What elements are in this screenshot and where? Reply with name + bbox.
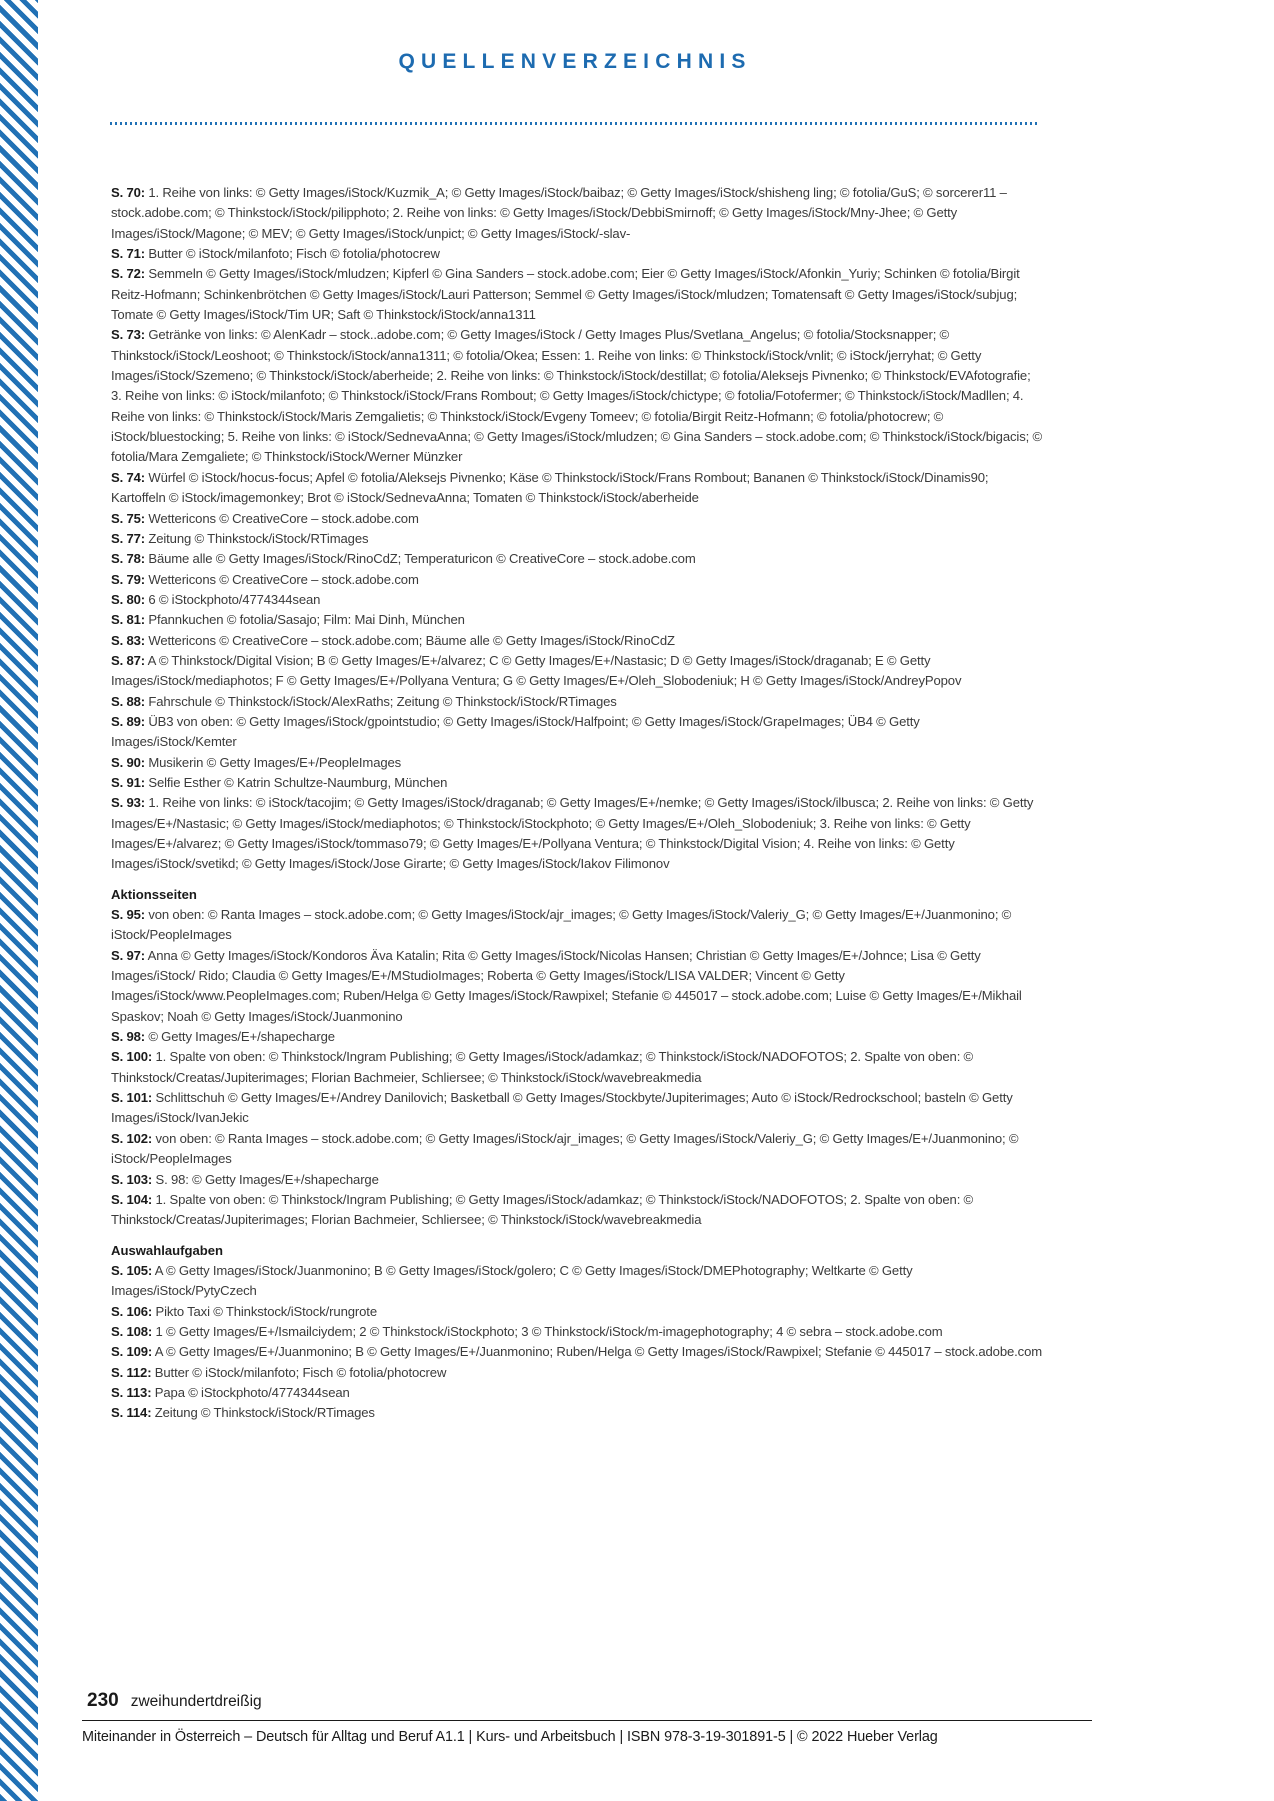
credit-label: S. 78: <box>111 551 146 567</box>
credit-text: 1. Spalte von oben: © Thinkstock/Ingram Publishing; © Getty Images/iStock/adamkaz; © Thinkstock/iStock/NADOFOTOS; 2. Spalte von oben: © Thinkstock/Creatas/Jupiterimages; Florian Bachmeier, Schliersee; © Thinkstock/iStock/wavebreakmedia <box>111 1049 974 1085</box>
credit-text: 6 © iStockphoto/4774344sean <box>145 591 321 607</box>
credit-text: Würfel © iStock/hocus-focus; Apfel © fotolia/Aleksejs Pivnenko; Käse © Thinkstock/iStock/Frans Rombout; Bananen © Thinkstock/iStock/Dinamis90; Kartoffeln © iStock/imagemonkey; Brot © iStock/SednevaAnna; Tomaten © Thinkstock/iStock/aberheide <box>111 469 989 506</box>
page-header <box>110 50 1040 74</box>
credit-entry <box>111 509 1043 529</box>
credit-label: S. 91: <box>111 774 146 790</box>
credit-text: Wettericons © CreativeCore – stock.adobe.com <box>145 571 419 587</box>
credit-entry <box>111 1383 1043 1403</box>
credit-entry <box>111 549 1043 569</box>
credit-label: S. 95: <box>111 907 146 923</box>
credit-label: S. 72: <box>111 266 146 282</box>
credit-label: S. 104: <box>111 1191 153 1207</box>
credit-text: 1. Reihe von links: © Getty Images/iStock/Kuzmik_A; © Getty Images/iStock/baibaz; © Getty Images/iStock/shisheng ling; © fotolia/GuS; © sorcerer11 – stock.adobe.com; © Thinkstock/iStock/pilipphoto; 2. Reihe von links: © Getty Images/iStock/DebbiSmirnoff; © Getty Images/iStock/Mny-Jhee; © Getty Images/iStock/Magone; © MEV; © Getty Images/iStock/unpict; © Getty Images/iStock/-slav- <box>111 185 1007 241</box>
credit-text: von oben: © Ranta Images – stock.adobe.com; © Getty Images/iStock/ajr_images; © Getty Images/iStock/Valeriy_G; © Getty Images/E+/Juanmonino; © iStock/PeopleImages <box>111 1130 1019 1167</box>
page-footer <box>82 1690 1092 1745</box>
credit-entry <box>111 325 1043 467</box>
credit-label: S. 93: <box>111 795 146 811</box>
credit-text: 1. Spalte von oben: © Thinkstock/Ingram Publishing; © Getty Images/iStock/adamkaz; © Thinkstock/iStock/NADOFOTOS; 2. Spalte von oben: © Thinkstock/Creatas/Jupiterimages; Florian Bachmeier, Schliersee; © Thinkstock/iStock/wavebreakmedia <box>111 1191 974 1228</box>
credit-entry <box>111 264 1043 325</box>
section-aktionsseiten <box>111 875 1043 1231</box>
credit-entry <box>111 1047 1043 1088</box>
credit-label: S. 79: <box>111 571 146 587</box>
credit-text: Anna © Getty Images/iStock/Kondoros Äva Katalin; Rita © Getty Images/iStock/Nicolas Hansen; Christian © Getty Images/E+/Johnce; Lisa © Getty Images/iStock/ Rido; Claudia © Getty Images/E+/MStudioImages; Roberta © Getty Images/iStock/LISA VALDER; Vincent © Getty Images/iStock/www.PeopleImages.com; Ruben/Helga © Getty Images/iStock/Rawpixel; Stefanie © 445017 – stock.adobe.com; Luise © Getty Images/E+/Mikhail Spaskov; Noah © Getty Images/iStock/Juanmonino <box>111 947 1022 1024</box>
credit-text: Butter © iStock/milanfoto; Fisch © fotolia/photocrew <box>145 246 440 262</box>
credits-list-main <box>111 183 1043 875</box>
credit-entry <box>111 651 1043 692</box>
credit-text: Semmeln © Getty Images/iStock/mludzen; Kipferl © Gina Sanders – stock.adobe.com; Eier © Getty Images/iStock/Afonkin_Yuriy; Schinken © fotolia/Birgit Reitz-Hofmann; Schinkenbrötchen © Getty Images/iStock/Lauri Patterson; Semmel © Getty Images/iStock/mludzen; Tomatensaft © Getty Images/iStock/subjug; Tomate © Getty Images/iStock/Tim UR; Saft © Thinkstock/iStock/anna1311 <box>111 266 1020 323</box>
footer-imprint: Miteinander in Österreich – Deutsch für Alltag und Beruf A1.1 | Kurs- und Arbeitsbuch | ISBN 978-3-19-301891-5 | © 2022 Hueber Verlag <box>82 1729 938 1745</box>
credit-entry <box>111 1190 1043 1231</box>
credit-entry <box>111 1403 1043 1423</box>
credit-label: S. 70: <box>111 185 146 200</box>
credit-text: Zeitung © Thinkstock/iStock/RTimages <box>151 1405 375 1421</box>
credit-entry <box>111 712 1043 753</box>
credit-entry <box>111 1342 1043 1362</box>
credit-label: S. 101: <box>111 1090 153 1106</box>
credit-label: S. 87: <box>111 652 146 668</box>
credit-text: Butter © iStock/milanfoto; Fisch © fotolia/photocrew <box>151 1364 447 1380</box>
credit-text: Schlittschuh © Getty Images/E+/Andrey Danilovich; Basketball © Getty Images/Stockbyte/Jupiterimages; Auto © iStock/Redrockschool; basteln © Getty Images/iStock/IvanJekic <box>111 1090 1013 1126</box>
credit-label: S. 83: <box>111 632 146 648</box>
credit-label: S. 75: <box>111 510 146 526</box>
credit-text: © Getty Images/E+/shapecharge <box>145 1029 335 1045</box>
credit-text: A © Getty Images/iStock/Juanmonino; B © Getty Images/iStock/golero; C © Getty Images/iStock/DMEPhotography; Weltkarte © Getty Images/iStock/PytyCzech <box>111 1262 913 1299</box>
credit-label: S. 80: <box>111 591 146 607</box>
page-title: QUELLENVERZEICHNIS <box>398 50 752 73</box>
credit-entry <box>111 529 1043 549</box>
section-auswahlaufgaben <box>111 1231 1043 1424</box>
credit-text: Bäume alle © Getty Images/iStock/RinoCdZ; Temperaturicon © CreativeCore – stock.adobe.com <box>145 551 696 567</box>
credit-text: Fahrschule © Thinkstock/iStock/AlexRaths; Zeitung © Thinkstock/iStock/RTimages <box>145 693 617 709</box>
credit-entry <box>111 1027 1043 1047</box>
credit-entry <box>111 590 1043 610</box>
credit-text: Wettericons © CreativeCore – stock.adobe.com <box>145 510 419 526</box>
credit-text: Papa © iStockphoto/4774344sean <box>151 1384 350 1400</box>
credit-label: S. 81: <box>111 612 146 628</box>
credit-entry <box>111 946 1043 1027</box>
credit-entry <box>111 244 1043 264</box>
credit-label: S. 89: <box>111 713 146 729</box>
credit-text: Musikerin © Getty Images/E+/PeopleImages <box>145 754 402 770</box>
credit-entry <box>111 183 1043 244</box>
credit-entry <box>111 631 1043 651</box>
section-heading: Auswahlaufgaben <box>111 1242 224 1258</box>
credit-text: ÜB3 von oben: © Getty Images/iStock/gpointstudio; © Getty Images/iStock/Halfpoint; © Getty Images/iStock/GrapeImages; ÜB4 © Getty Images/iStock/Kemter <box>111 713 920 750</box>
page-number-words: zweihundertdreißig <box>130 1693 262 1710</box>
credit-label: S. 77: <box>111 530 146 546</box>
credit-label: S. 105: <box>111 1262 153 1278</box>
credit-entry <box>111 1170 1043 1190</box>
credit-label: S. 113: <box>111 1384 152 1400</box>
credit-label: S. 73: <box>111 327 146 343</box>
footer-divider <box>82 1720 1092 1721</box>
credit-label: S. 114: <box>111 1405 152 1421</box>
credit-entry <box>111 570 1043 590</box>
credit-text: Wettericons © CreativeCore – stock.adobe.com; Bäume alle © Getty Images/iStock/RinoCdZ <box>145 632 675 648</box>
credit-label: S. 71: <box>111 246 146 262</box>
credit-text: Selfie Esther © Katrin Schultze-Naumburg, München <box>145 774 448 790</box>
credit-entry <box>111 610 1043 630</box>
credit-label: S. 98: <box>111 1029 146 1045</box>
credit-label: S. 112: <box>111 1364 152 1380</box>
credit-entry <box>111 753 1043 773</box>
credit-entry <box>111 1322 1043 1342</box>
credit-entry <box>111 1261 1043 1302</box>
credit-entry <box>111 905 1043 946</box>
credit-label: S. 90: <box>111 754 146 770</box>
credit-entry <box>111 1363 1043 1383</box>
credit-label: S. 103: <box>111 1171 153 1187</box>
credits-content <box>111 183 1043 1424</box>
credit-text: A © Getty Images/E+/Juanmonino; B © Getty Images/E+/Juanmonino; Ruben/Helga © Getty Images/iStock/Rawpixel; Stefanie © 445017 – stock.adobe.com <box>152 1344 1043 1360</box>
page-number-row <box>82 1690 1092 1712</box>
page-number: 230 <box>87 1690 119 1711</box>
credit-label: S. 88: <box>111 693 146 709</box>
credit-entry <box>111 1302 1043 1322</box>
credit-text: Pfannkuchen © fotolia/Sasajo; Film: Mai Dinh, München <box>145 612 465 628</box>
credit-entry <box>111 468 1043 509</box>
credit-entry <box>111 773 1043 793</box>
credit-text: Getränke von links: © AlenKadr – stock..adobe.com; © Getty Images/iStock / Getty Images Plus/Svetlana_Angelus; © fotolia/Stocksnapper; © Thinkstock/iStock/Leoshoot; © Thinkstock/iStock/anna1311; © fotolia/Okea; Essen: 1. Reihe von links: © Thinkstock/iStock/vnlit; © iStock/jerryhat; © Getty Images/iStock/Szemeno; © Thinkstock/iStock/aberheide; 2. Reihe von links: © Thinkstock/iStock/destillat; © fotolia/Aleksejs Pivnenko; © Thinkstock/EVAfotografie; 3. Reihe von links: © iStock/milanfoto; © Thinkstock/iStock/Frans Rombout; © Getty Images/iStock/chictype; © fotolia/Fotofermer; © Thinkstock/iStock/Madllen; 4. Reihe von links: © Thinkstock/iStock/Maris Zemgalietis; © Thinkstock/iStock/Evgeny Tomeev; © fotolia/Birgit Reitz-Hofmann; © fotolia/photocrew; © iStock/bluestocking; 5. Reihe von links: © iStock/SednevaAnna; © Getty Images/iStock/mludzen; © Gina Sanders – stock.adobe.com; © Thinkstock/iStock/bigacis; © fotolia/Mara Zemgaliete; © Thinkstock/iStock/Werner Münzker <box>111 327 1043 465</box>
credit-text: von oben: © Ranta Images – stock.adobe.com; © Getty Images/iStock/ajr_images; © Getty Images/iStock/Valeriy_G; © Getty Images/E+/Juanmonino; © iStock/PeopleImages <box>111 907 1012 943</box>
credit-text: Pikto Taxi © Thinkstock/iStock/rungrote <box>152 1303 377 1319</box>
credit-text: S. 98: © Getty Images/E+/shapecharge <box>152 1171 379 1187</box>
credit-entry <box>111 793 1043 874</box>
credit-label: S. 106: <box>111 1303 153 1319</box>
credit-entry <box>111 1129 1043 1170</box>
credit-entry <box>111 692 1043 712</box>
credit-label: S. 74: <box>111 469 146 485</box>
credit-text: 1 © Getty Images/E+/Ismailciydem; 2 © Thinkstock/iStockphoto; 3 © Thinkstock/iStock/m-imagephotography; 4 © sebra – stock.adobe.com <box>152 1323 943 1339</box>
credit-label: S. 97: <box>111 947 146 963</box>
credit-text: Zeitung © Thinkstock/iStock/RTimages <box>145 530 369 546</box>
title-divider <box>110 122 1040 125</box>
credit-label: S. 109: <box>111 1344 153 1360</box>
credit-label: S. 100: <box>111 1049 153 1065</box>
credit-text: 1. Reihe von links: © iStock/tacojim; © Getty Images/iStock/draganab; © Getty Images/E+/nemke; © Getty Images/iStock/ilbusca; 2. Reihe von links: © Getty Images/E+/Nastasic; © Getty Images/iStock/mediaphotos; © Thinkstock/iStockphoto; © Getty Images/E+/Oleh_Slobodeniuk; 3. Reihe von links: © Getty Images/E+/alvarez; © Getty Images/iStock/tommaso79; © Getty Images/E+/Pollyana Ventura; © Thinkstock/Digital Vision; 4. Reihe von links: © Getty Images/iStock/svetikd; © Getty Images/iStock/Jose Girarte; © Getty Images/iStock/Iakov Filimonov <box>111 795 1034 872</box>
credit-text: A © Thinkstock/Digital Vision; B © Getty Images/E+/alvarez; C © Getty Images/E+/Nastasic; D © Getty Images/iStock/draganab; E © Getty Images/iStock/mediaphotos; F © Getty Images/E+/Pollyana Ventura; G © Getty Images/E+/Oleh_Slobodeniuk; H © Getty Images/iStock/AndreyPopov <box>111 652 962 689</box>
credit-entry <box>111 1088 1043 1129</box>
credit-label: S. 102: <box>111 1130 153 1146</box>
credit-label: S. 108: <box>111 1323 153 1339</box>
section-heading: Aktionsseiten <box>111 886 197 902</box>
